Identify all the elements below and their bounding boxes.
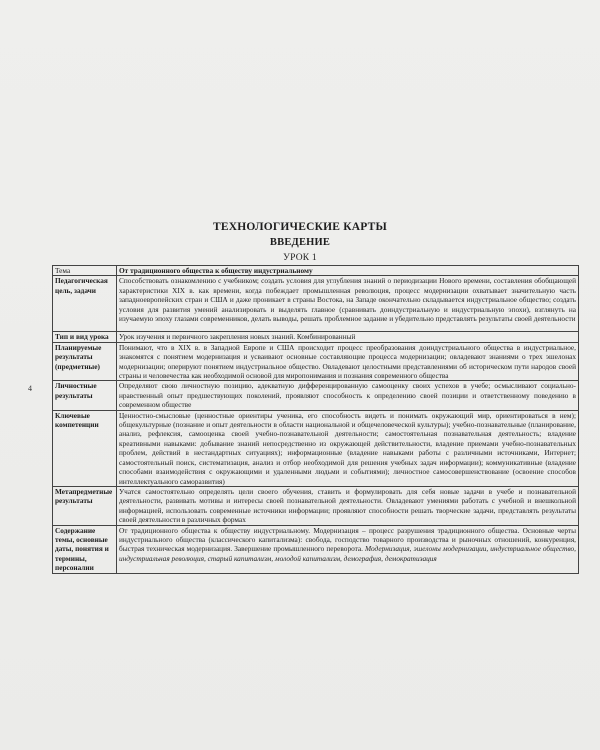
lesson-heading: УРОК 1	[283, 253, 317, 263]
table-row-topic	[53, 266, 579, 276]
row-label: Личностные результаты	[53, 381, 117, 410]
row-label: Педагогическая цель, задачи	[53, 276, 117, 332]
table-row-subject-results	[53, 342, 579, 381]
row-value: Понимают, что в XIX в. в Западной Европе и США происходит процесс преобразования доиндустриального общества в индустриальное, знакомятся с понятием модернизация и усваивают основные составляющие процесса модернизации; овладевают знаниями о трех эшелонах модернизации; оперируют понятием индустриальное общество. Овладевают целостными представлениями об историческом пути народов своей страны и человечества как необходимой основой для миропонимания и познания современного общества	[117, 342, 579, 381]
row-value: Определяют свою личностную позицию, адекватную дифференцированную самооценку своих успехов в учебе; осмысливают социально-нравственный опыт предшествующих поколений, проявляют способность к определению своей позиции и ответственному поведению в современном обществе	[117, 381, 579, 410]
row-value: Урок изучения и первичного закрепления новых знаний. Комбинированный	[117, 332, 579, 342]
content-text: От традиционного общества к обществу индустриальному. Модернизация – процесс разрушения традиционного общества. Основные черты индустриального общества (классического капитализма): свобода, господство товарного производства и рыночных отношений, конкуренция, быстрая техническая модернизация. Завершение промышленного переворота.	[119, 525, 576, 554]
row-value: Учатся самостоятельно определять цели своего обучения, ставить и формулировать для себя новые задачи в учебе и познавательной деятельности, развивать мотивы и интересы своей познавательной деятельности. Овладевают умениями работать с учебной и внешкольной информацией, использовать современные источники информации; проявляют способности решать творческие задачи, представлять результаты своей деятельности в различных формах	[117, 486, 579, 525]
row-label: Тип и вид урока	[53, 332, 117, 342]
row-value	[117, 525, 579, 573]
row-value: От традиционного общества к обществу индустриальному	[117, 266, 579, 276]
table-row-meta-results	[53, 486, 579, 525]
table-row-goals	[53, 276, 579, 332]
table-row-personal-results	[53, 381, 579, 410]
row-label: Тема	[53, 266, 117, 276]
key-terms: Модернизация, эшелоны модернизации, индустриальное общество, индустриальная революция, старый капитализм, молодой капитализм, демография, демократизация	[119, 544, 576, 563]
row-label: Планируемые результаты (предметные)	[53, 342, 117, 381]
row-label: Метапредметные результаты	[53, 486, 117, 525]
row-value: Ценностно-смысловые (ценностные ориентиры ученика, его способность видеть и понимать окружающий мир, ориентироваться в нем); общекультурные (познание и опыт деятельности в области национальной и общечеловеческой культуры); учебно-познавательные (планирование, анализ, рефлексия, самооценка своей учебно-познавательной деятельности; самостоятельная познавательная деятельность; владение креативными навыками: добывание знаний непосредственно из окружающей действительности, владение приемами учебно-познавательных проблем, действий в нестандартных ситуациях); информационные (владение навыками работы с различными источниками, Интернет; самостоятельный поиск, систематизация, анализ и отбор необходимой для решения учебных задач информации); коммуникативные (владение способами взаимодействия с окружающими и удаленными людьми и событиями); личностное самосовершенствование (освоение способов интеллектуального саморазвития)	[117, 410, 579, 486]
page-number-margin: 4	[28, 384, 32, 393]
document-subtitle: ВВЕДЕНИЕ	[269, 237, 331, 248]
row-label: Содержание темы, основные даты, понятия и термины, персоналии	[53, 525, 117, 573]
table-row-content	[53, 525, 579, 573]
row-value: Способствовать ознакомлению с учебником; создать условия для углубления знаний о периодизации Нового времени, составления обобщающей характеристики XIX в. как времени, когда побеждает промышленная революция, процесс модернизации охватывает значительную часть западноевропейских стран и США и даже проникает в страны Востока, на Западе окончательно складывается индустриальное общество; создать условия для развития умений анализировать и выделять главное (сравнивать доиндустриальную и индустриальную эпохи), взглянуть на изучаемую эпоху глазами современников, делать выводы, решать проблемное задание и убедительно представлять результаты своей деятельности	[117, 276, 579, 332]
document-title: ТЕХНОЛОГИЧЕСКИЕ КАРТЫ	[213, 221, 387, 233]
table-row-key-competencies	[53, 410, 579, 486]
lesson-card-table	[52, 265, 579, 574]
row-label: Ключевые компетенции	[53, 410, 117, 486]
table-row-lesson-type	[53, 332, 579, 342]
